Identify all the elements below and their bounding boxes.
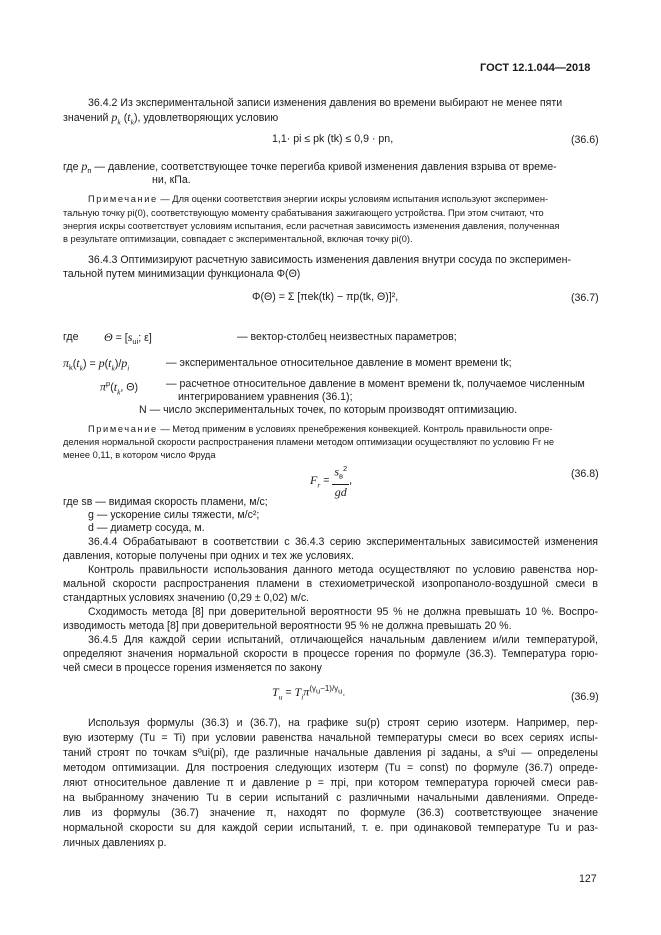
equation-36-6: 1,1· pi ≤ pk (tk) ≤ 0,9 · pn, — [272, 133, 394, 145]
s3645-line2: определяют значения нормальной скорости в процессе горения по формуле (36.3). Температура горю- — [63, 648, 598, 660]
s3645-p4: методом оптимизации. Для построения следующих изотерм (Tu = const) по формуле (36.7) опреде- — [63, 762, 598, 774]
pi-calc: $\pi^p(t_k$, Θ) — [100, 379, 139, 396]
s3644-line2: давления, которые получены при одних и тех же условиях. — [63, 550, 354, 562]
where-label: где — [63, 331, 79, 343]
s3645-p3: таний строят по точкам sºui(pi), где различные начальные давления pi заданы, а sºui — определены — [63, 747, 598, 759]
s3642-line2: значений $p_k$ $(t_k)$, удовлетворяющих условию — [63, 110, 279, 127]
pi-exp: $\pi_k(t_k) = p(t_k)/p_i$ — [63, 356, 130, 373]
def-d: d — диаметр сосуда, м. — [88, 522, 205, 534]
s3644-line7: изводимость метода [8] при доверительной вероятности 95 % не должна превышать 20 %. — [63, 620, 512, 632]
s3645-p9: личных давлениях p. — [63, 837, 167, 849]
s3643-line1: 36.4.3 Оптимизируют расчетную зависимость изменения давления внутри сосуда по эксперимен- — [88, 254, 571, 266]
note2-line3: менее 0,11, в котором число Фруда — [63, 450, 216, 460]
note2-line1: Примечание — Метод применим в условиях пренебрежения конвекцией. Контроль правильности опре- — [88, 424, 553, 434]
standard-designation: ГОСТ 12.1.044—2018 — [480, 62, 591, 74]
s3644-line4: мальной скорости распространения пламени в стехиометрической изопропаноло-воздушной смеси в — [63, 578, 598, 590]
def-pi-calc: — расчетное относительное давление в момент времени tk, получаемое численным — [166, 378, 585, 390]
equation-number-36-6: (36.6) — [571, 134, 599, 146]
equation-36-8: $F_r$ = $s_в^2$ gd , — [310, 464, 353, 499]
s3645-line3: чей смеси в процессе горения изменяется по закону — [63, 662, 322, 674]
equation-number-36-9: (36.9) — [571, 691, 599, 703]
def-pi-exp: — экспериментальное относительное давление в момент времени tk; — [166, 357, 512, 369]
s3644-line6: Сходимость метода [8] при доверительной вероятности 95 % не должна превышать 10 %. Воспро- — [88, 606, 598, 618]
equation-36-7: Φ(Θ) = Σ [πek(tk) − πp(tk, Θ)]², — [252, 291, 399, 303]
def-g: g — ускорение силы тяжести, м/с²; — [88, 509, 260, 521]
note1-line1: Примечание — Для оценки соответствия энергии искры условиям испытания используют эксперимен- — [88, 194, 549, 204]
s3645-p5: ляют относительное давление π и давление p = πpi, при котором температура горючей смеси рав- — [63, 777, 598, 789]
def-theta: — вектор-столбец неизвестных параметров; — [237, 331, 457, 343]
s3645-p8: нормальной скорости su для каждой серии испытаний, т. е. при одинаковой температуре Tu и раз- — [63, 822, 598, 834]
equation-number-36-8: (36.8) — [571, 468, 599, 480]
s3645-line1: 36.4.5 Для каждой серии испытаний, отличающейся начальным давлением и/или температурой, — [88, 634, 598, 646]
s3642-line1: 36.4.2 Из экспериментальной записи изменения давления во времени выбирают не менее пяти — [88, 97, 563, 109]
note1-line3: энергия искры соответствует условиям испытания, если расчетная зависимость изменения давления, полученная — [63, 221, 560, 231]
note2-line2: деления нормальной скорости распространения пламени методом оптимизации осуществляют по условию Fr не — [63, 437, 555, 447]
s3644-line1: 36.4.4 Обрабатывают в соответствии с 36.4.3 серию экспериментальных зависимостей изменения — [88, 536, 598, 548]
def-sv: где sв — видимая скорость пламени, м/с; — [63, 496, 268, 508]
note1-line2: тальную точку pi(0), соответствующую моменту срабатывания зажигающего устройства. При этом считают, что — [63, 208, 544, 218]
s3645-p7: лив из формулы (36.7) значение π, находят по формуле (36.3) соответствующее значение — [63, 807, 598, 819]
s3644-line5: стандартных условиях значению (0,29 ± 0,02) м/с. — [63, 592, 310, 604]
s3645-p6: на выбранному значению Tu в серии испытаний с различными начальными давлениями. Опреде- — [63, 792, 598, 804]
where-pn: где $p_п$ — давление, соответствующее точке перегиба кривой изменения давления взрыва от време- — [63, 159, 557, 176]
note1-line4: в результате оптимизации, совпадает с экспериментальной, включая точку pi(0). — [63, 234, 413, 244]
page-number: 127 — [579, 873, 597, 885]
def-pi-calc-cont: интегрированием уравнения (36.1); — [178, 391, 353, 403]
equation-36-9: $T_u = T_i\pi^{(\gamma_u-1)/\gamma_u}$. — [272, 684, 346, 701]
equation-number-36-7: (36.7) — [571, 292, 599, 304]
theta-vector: $\Theta = [s_{ui}$; ε] — [104, 330, 152, 347]
s3645-p1: Используя формулы (36.3) и (36.7), на графике su(p) строят серию изотерм. Например, пер- — [88, 717, 598, 729]
def-n: N — число экспериментальных точек, по которым производят оптимизацию. — [139, 404, 518, 416]
s3645-p2: вую изотерму (Tu = Ti) при условии равенства начальной температуры смеси во всех сериях испы- — [63, 732, 598, 744]
where-pn-cont: ни, кПа. — [152, 174, 191, 186]
s3644-line3: Контроль правильности использования данного метода осуществляют по условию равенства нор- — [88, 564, 598, 576]
s3643-line2: тальной путем минимизации функционала Φ(Θ) — [63, 268, 301, 280]
